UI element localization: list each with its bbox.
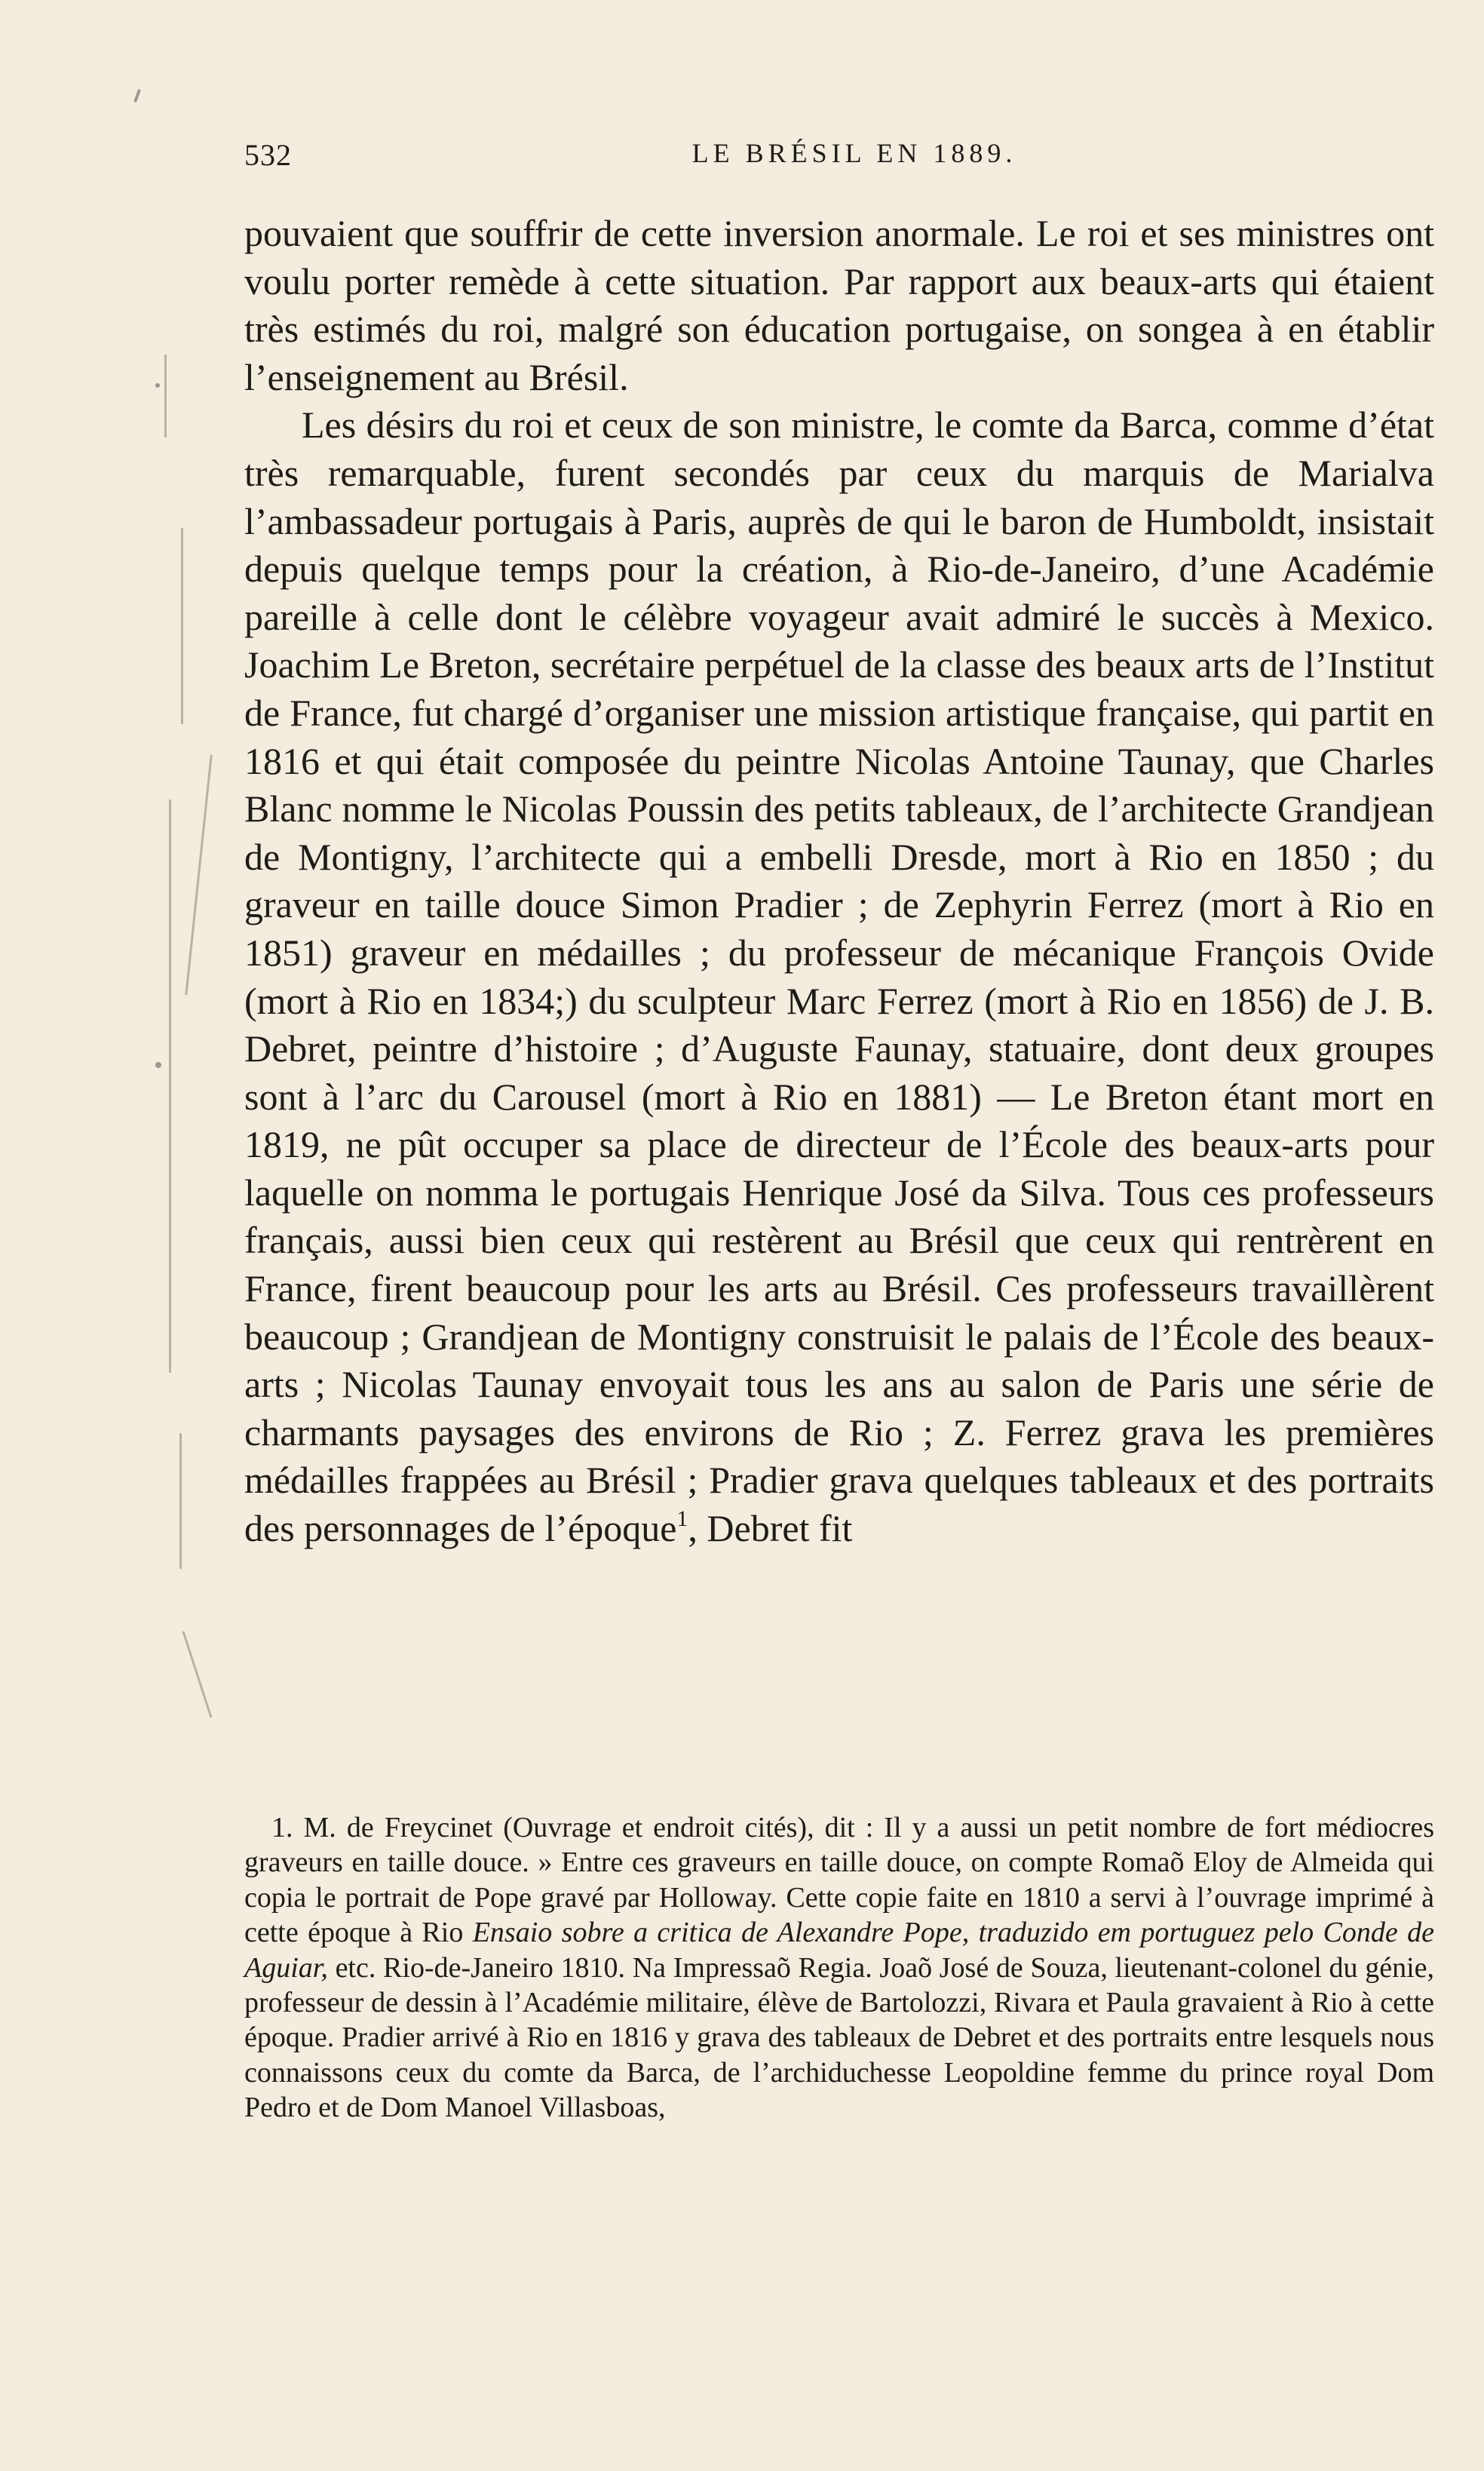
margin-pencil-mark	[182, 1631, 213, 1717]
margin-pencil-mark	[169, 800, 171, 1373]
main-text	[244, 210, 1434, 1553]
footnote-text: M. de Freycinet (Ouvrage et endroit cités), dit : Il y a aussi un petit nombre de fort médiocres graveurs en taille douce. » Entre ces graveurs en taille douce, on compte Romaõ Eloy de Almeida qui copia le portrait de Pope gravé par Holloway. Cette copie faite en 1810 a servi à l’ouvrage imprimé à cette époque à Rio	[244, 1812, 1434, 1949]
scan-speck	[155, 383, 160, 388]
footnote	[244, 1810, 1434, 2126]
page-number: 532	[244, 138, 292, 172]
footnote-book-title: Ensaio sobre a critica de Alexandre Pope, traduzido em portuguez pelo Conde de Aguiar,	[244, 1917, 1434, 1984]
margin-pencil-mark	[185, 755, 212, 996]
paragraph: pouvaient que souffrir de cette inversion anormale. Le roi et ses ministres ont voulu porter remède à cette situation. Par rapport aux beaux-arts qui étaient très estimés du roi, malgré son éducation portugaise, on songea à en établir l’enseignement au Brésil.	[244, 212, 1434, 398]
footnote-reference: 1	[676, 1506, 688, 1532]
paragraph	[244, 401, 1434, 1552]
scan-speck	[133, 89, 141, 103]
paragraph-text-end: , Debret fit	[688, 1507, 853, 1550]
running-title: LE BRÉSIL EN 1889.	[691, 138, 1017, 168]
footnote-text-continued: etc. Rio-de-Janeiro 1810. Na Impressaõ Regia. Joaõ José de Souza, lieutenant-colonel du génie, professeur de dessin à l’Académie militaire, élève de Bartolozzi, Rivara et Paula gravaient à Rio à cette époque. Pradier arrivé à Rio en 1816 y grava des tableaux de Debret et des portraits entre lesquels nous connaissons ceux du comte da Barca, de l’archiduchesse Leopoldine femme du prince royal Dom Pedro et de Dom Manoel Villasboas,	[244, 1951, 1435, 2124]
footnote-number: 1.	[271, 1812, 293, 1843]
paragraph-text: Les désirs du roi et ceux de son ministre, le comte da Barca, comme d’état très remarquable, furent secondés par ceux du marquis de Marialva l’ambassadeur portugais à Paris, auprès de qui le baron de Humboldt, insistait depuis quelque temps pour la création, à Rio-de-Janeiro, d’une Académie pareille à celle dont le célèbre voyageur avait admiré le succès à Mexico. Joachim Le Breton, secrétaire perpétuel de la classe des beaux arts de l’Institut de France, fut chargé d’organiser une mission artistique française, qui partit en 1816 et qui était composée du peintre Nicolas Antoine Taunay, que Charles Blanc nomme le Nicolas Poussin des petits tableaux, de l’architecte Grandjean de Montigny, l’architecte qui a embelli Dresde, mort à Rio en 1850 ; du graveur en taille douce Simon Pradier ; de Zephyrin Ferrez (mort à Rio en 1851) graveur en médailles ; du professeur de mécanique François Ovide (mort à Rio en 1834;) du sculpteur Marc Ferrez (mort à Rio en 1856) de J. B. Debret, peintre d’histoire ; d’Auguste Faunay, statuaire, dont deux groupes sont à l’arc du Carousel (mort à Rio en 1881) — Le Breton étant mort en 1819, ne pût occuper sa place de directeur de l’École des beaux-arts pour laquelle on nomma le portugais Henrique José da Silva. Tous ces professeurs français, aussi bien ceux qui restèrent au Brésil que ceux qui rentrèrent en France, firent beaucoup pour les arts au Brésil. Ces professeurs travaillèrent beaucoup ; Grandjean de Montigny construisit le palais de l’École des beaux-arts ; Nicolas Taunay envoyait tous les ans au salon de Paris une série de charmants paysages des environs de Rio ; Z. Ferrez grava les premières médailles frappées au Brésil ; Pradier grava quelques tableaux et des portraits des personnages de l’époque	[244, 404, 1434, 1550]
scan-speck	[155, 1062, 161, 1068]
margin-pencil-mark	[179, 1433, 182, 1569]
running-head	[244, 137, 1434, 180]
margin-pencil-mark	[164, 355, 167, 437]
footnote-paragraph	[244, 1810, 1434, 2126]
margin-pencil-mark	[181, 528, 183, 724]
